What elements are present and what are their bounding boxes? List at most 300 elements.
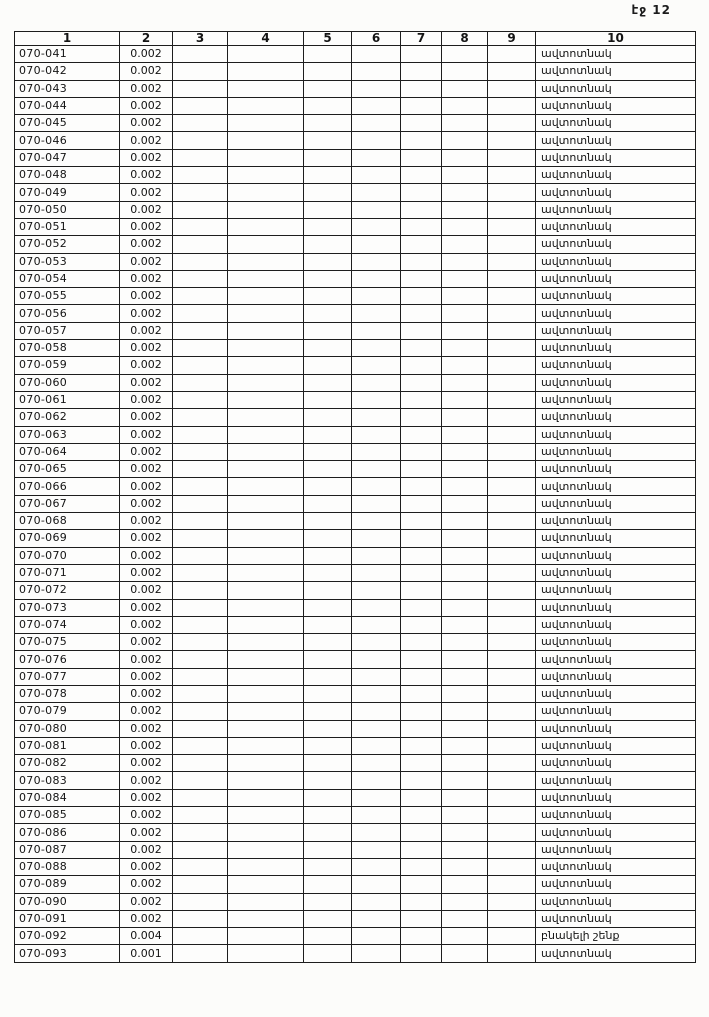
- table-row: [15, 426, 696, 443]
- code-cell: 070-088: [15, 858, 120, 875]
- empty-cell: [228, 547, 304, 564]
- column-header: 7: [401, 32, 442, 46]
- empty-cell: [228, 97, 304, 114]
- empty-cell: [401, 616, 442, 633]
- empty-cell: [488, 685, 536, 702]
- empty-cell: [352, 755, 401, 772]
- type-cell: ավտոտնակ: [536, 807, 696, 824]
- type-cell: ավտոտնակ: [536, 858, 696, 875]
- empty-cell: [228, 63, 304, 80]
- empty-cell: [488, 530, 536, 547]
- type-cell: ավտոտնակ: [536, 288, 696, 305]
- empty-cell: [352, 340, 401, 357]
- empty-cell: [304, 270, 352, 287]
- empty-cell: [304, 945, 352, 962]
- empty-cell: [442, 391, 488, 408]
- empty-cell: [352, 149, 401, 166]
- empty-cell: [352, 841, 401, 858]
- table-body: [15, 46, 696, 963]
- empty-cell: [228, 651, 304, 668]
- empty-cell: [173, 236, 228, 253]
- empty-cell: [401, 755, 442, 772]
- empty-cell: [304, 374, 352, 391]
- empty-cell: [442, 322, 488, 339]
- empty-cell: [304, 634, 352, 651]
- empty-cell: [488, 893, 536, 910]
- empty-cell: [442, 443, 488, 460]
- type-cell: ավտոտնակ: [536, 495, 696, 512]
- empty-cell: [228, 513, 304, 530]
- empty-cell: [173, 772, 228, 789]
- empty-cell: [401, 461, 442, 478]
- table-row: [15, 236, 696, 253]
- empty-cell: [352, 720, 401, 737]
- empty-cell: [173, 634, 228, 651]
- value-cell: 0.002: [120, 737, 173, 754]
- empty-cell: [352, 426, 401, 443]
- empty-cell: [173, 80, 228, 97]
- value-cell: 0.002: [120, 288, 173, 305]
- empty-cell: [442, 824, 488, 841]
- empty-cell: [488, 928, 536, 945]
- empty-cell: [304, 910, 352, 927]
- empty-cell: [173, 253, 228, 270]
- empty-cell: [488, 634, 536, 651]
- empty-cell: [352, 530, 401, 547]
- column-header: 1: [15, 32, 120, 46]
- empty-cell: [401, 357, 442, 374]
- code-cell: 070-076: [15, 651, 120, 668]
- empty-cell: [304, 720, 352, 737]
- code-cell: 070-089: [15, 876, 120, 893]
- code-cell: 070-048: [15, 167, 120, 184]
- type-cell: ավտոտնակ: [536, 824, 696, 841]
- empty-cell: [173, 582, 228, 599]
- empty-cell: [488, 841, 536, 858]
- empty-cell: [401, 858, 442, 875]
- empty-cell: [228, 807, 304, 824]
- empty-cell: [401, 478, 442, 495]
- table-row: [15, 564, 696, 581]
- empty-cell: [401, 824, 442, 841]
- value-cell: 0.002: [120, 634, 173, 651]
- empty-cell: [488, 184, 536, 201]
- page-number: էջ 12: [631, 3, 671, 17]
- empty-cell: [442, 910, 488, 927]
- empty-cell: [173, 841, 228, 858]
- empty-cell: [488, 582, 536, 599]
- table-row: [15, 409, 696, 426]
- empty-cell: [228, 184, 304, 201]
- type-cell: ավտոտնակ: [536, 322, 696, 339]
- type-cell: ավտոտնակ: [536, 616, 696, 633]
- empty-cell: [228, 910, 304, 927]
- empty-cell: [401, 115, 442, 132]
- empty-cell: [304, 236, 352, 253]
- empty-cell: [352, 876, 401, 893]
- type-cell: ավտոտնակ: [536, 547, 696, 564]
- type-cell: ավտոտնակ: [536, 478, 696, 495]
- empty-cell: [442, 132, 488, 149]
- empty-cell: [173, 97, 228, 114]
- column-header: 8: [442, 32, 488, 46]
- empty-cell: [488, 357, 536, 374]
- empty-cell: [488, 807, 536, 824]
- code-cell: 070-066: [15, 478, 120, 495]
- type-cell: ավտոտնակ: [536, 876, 696, 893]
- empty-cell: [488, 167, 536, 184]
- value-cell: 0.002: [120, 357, 173, 374]
- type-cell: ավտոտնակ: [536, 97, 696, 114]
- empty-cell: [442, 149, 488, 166]
- empty-cell: [173, 876, 228, 893]
- column-header: 2: [120, 32, 173, 46]
- type-cell: ավտոտնակ: [536, 564, 696, 581]
- table-row: [15, 685, 696, 702]
- code-cell: 070-064: [15, 443, 120, 460]
- empty-cell: [442, 945, 488, 962]
- empty-cell: [442, 530, 488, 547]
- value-cell: 0.002: [120, 167, 173, 184]
- empty-cell: [173, 426, 228, 443]
- empty-cell: [228, 132, 304, 149]
- empty-cell: [401, 80, 442, 97]
- empty-cell: [228, 616, 304, 633]
- empty-cell: [401, 46, 442, 63]
- table-row: [15, 824, 696, 841]
- empty-cell: [173, 928, 228, 945]
- empty-cell: [304, 149, 352, 166]
- empty-cell: [488, 547, 536, 564]
- empty-cell: [352, 391, 401, 408]
- empty-cell: [304, 443, 352, 460]
- empty-cell: [401, 253, 442, 270]
- empty-cell: [442, 703, 488, 720]
- value-cell: 0.002: [120, 858, 173, 875]
- empty-cell: [488, 115, 536, 132]
- empty-cell: [173, 46, 228, 63]
- empty-cell: [173, 737, 228, 754]
- code-cell: 070-079: [15, 703, 120, 720]
- type-cell: ավտոտնակ: [536, 305, 696, 322]
- empty-cell: [173, 270, 228, 287]
- empty-cell: [401, 443, 442, 460]
- empty-cell: [228, 409, 304, 426]
- empty-cell: [352, 80, 401, 97]
- empty-cell: [352, 858, 401, 875]
- table-row: [15, 547, 696, 564]
- value-cell: 0.002: [120, 685, 173, 702]
- empty-cell: [352, 374, 401, 391]
- value-cell: 0.002: [120, 789, 173, 806]
- value-cell: 0.002: [120, 599, 173, 616]
- empty-cell: [442, 807, 488, 824]
- empty-cell: [442, 184, 488, 201]
- empty-cell: [442, 495, 488, 512]
- empty-cell: [352, 910, 401, 927]
- value-cell: 0.002: [120, 582, 173, 599]
- empty-cell: [228, 443, 304, 460]
- code-cell: 070-054: [15, 270, 120, 287]
- table-row: [15, 616, 696, 633]
- value-cell: 0.002: [120, 755, 173, 772]
- value-cell: 0.002: [120, 841, 173, 858]
- empty-cell: [304, 841, 352, 858]
- empty-cell: [442, 426, 488, 443]
- empty-cell: [442, 340, 488, 357]
- empty-cell: [401, 149, 442, 166]
- code-cell: 070-061: [15, 391, 120, 408]
- empty-cell: [228, 426, 304, 443]
- empty-cell: [228, 582, 304, 599]
- empty-cell: [401, 132, 442, 149]
- empty-cell: [173, 288, 228, 305]
- code-cell: 070-059: [15, 357, 120, 374]
- empty-cell: [352, 63, 401, 80]
- empty-cell: [352, 46, 401, 63]
- table-row: [15, 201, 696, 218]
- empty-cell: [228, 461, 304, 478]
- type-cell: ավտոտնակ: [536, 910, 696, 927]
- empty-cell: [228, 46, 304, 63]
- empty-cell: [173, 495, 228, 512]
- empty-cell: [442, 634, 488, 651]
- code-cell: 070-093: [15, 945, 120, 962]
- code-cell: 070-073: [15, 599, 120, 616]
- empty-cell: [352, 928, 401, 945]
- empty-cell: [442, 305, 488, 322]
- empty-cell: [228, 305, 304, 322]
- code-cell: 070-072: [15, 582, 120, 599]
- empty-cell: [352, 945, 401, 962]
- code-cell: 070-044: [15, 97, 120, 114]
- type-cell: ավտոտնակ: [536, 668, 696, 685]
- empty-cell: [352, 236, 401, 253]
- empty-cell: [173, 789, 228, 806]
- table-row: [15, 582, 696, 599]
- empty-cell: [401, 97, 442, 114]
- value-cell: 0.004: [120, 928, 173, 945]
- empty-cell: [401, 495, 442, 512]
- empty-cell: [173, 184, 228, 201]
- code-cell: 070-067: [15, 495, 120, 512]
- type-cell: ավտոտնակ: [536, 945, 696, 962]
- type-cell: ավտոտնակ: [536, 132, 696, 149]
- table-row: [15, 599, 696, 616]
- empty-cell: [304, 651, 352, 668]
- empty-cell: [173, 807, 228, 824]
- empty-cell: [304, 755, 352, 772]
- empty-cell: [352, 115, 401, 132]
- empty-cell: [173, 945, 228, 962]
- empty-cell: [352, 322, 401, 339]
- empty-cell: [228, 858, 304, 875]
- table-row: [15, 807, 696, 824]
- empty-cell: [442, 513, 488, 530]
- table-row: [15, 651, 696, 668]
- type-cell: ավտոտնակ: [536, 651, 696, 668]
- empty-cell: [442, 772, 488, 789]
- empty-cell: [401, 530, 442, 547]
- code-cell: 070-056: [15, 305, 120, 322]
- empty-cell: [401, 668, 442, 685]
- empty-cell: [173, 218, 228, 235]
- value-cell: 0.002: [120, 426, 173, 443]
- empty-cell: [488, 720, 536, 737]
- empty-cell: [228, 167, 304, 184]
- empty-cell: [228, 737, 304, 754]
- empty-cell: [488, 236, 536, 253]
- table-row: [15, 97, 696, 114]
- empty-cell: [304, 564, 352, 581]
- empty-cell: [401, 409, 442, 426]
- type-cell: ավտոտնակ: [536, 167, 696, 184]
- type-cell: ավտոտնակ: [536, 461, 696, 478]
- empty-cell: [352, 184, 401, 201]
- empty-cell: [228, 772, 304, 789]
- empty-cell: [442, 858, 488, 875]
- empty-cell: [228, 340, 304, 357]
- empty-cell: [228, 218, 304, 235]
- code-cell: 070-049: [15, 184, 120, 201]
- value-cell: 0.002: [120, 115, 173, 132]
- empty-cell: [228, 80, 304, 97]
- empty-cell: [401, 685, 442, 702]
- empty-cell: [352, 167, 401, 184]
- empty-cell: [352, 513, 401, 530]
- value-cell: 0.002: [120, 876, 173, 893]
- empty-cell: [488, 910, 536, 927]
- empty-cell: [401, 340, 442, 357]
- column-header: 9: [488, 32, 536, 46]
- empty-cell: [442, 928, 488, 945]
- table-row: [15, 391, 696, 408]
- code-cell: 070-074: [15, 616, 120, 633]
- empty-cell: [442, 685, 488, 702]
- value-cell: 0.002: [120, 132, 173, 149]
- empty-cell: [173, 720, 228, 737]
- type-cell: ավտոտնակ: [536, 755, 696, 772]
- value-cell: 0.002: [120, 409, 173, 426]
- value-cell: 0.002: [120, 513, 173, 530]
- empty-cell: [352, 582, 401, 599]
- empty-cell: [173, 478, 228, 495]
- empty-cell: [488, 616, 536, 633]
- empty-cell: [401, 807, 442, 824]
- code-cell: 070-081: [15, 737, 120, 754]
- code-cell: 070-086: [15, 824, 120, 841]
- empty-cell: [401, 391, 442, 408]
- empty-cell: [488, 270, 536, 287]
- type-cell: ավտոտնակ: [536, 357, 696, 374]
- code-cell: 070-084: [15, 789, 120, 806]
- code-cell: 070-057: [15, 322, 120, 339]
- empty-cell: [401, 564, 442, 581]
- value-cell: 0.002: [120, 63, 173, 80]
- value-cell: 0.002: [120, 322, 173, 339]
- empty-cell: [304, 789, 352, 806]
- data-table: [14, 31, 696, 963]
- empty-cell: [352, 97, 401, 114]
- empty-cell: [442, 755, 488, 772]
- value-cell: 0.002: [120, 149, 173, 166]
- empty-cell: [488, 288, 536, 305]
- value-cell: 0.002: [120, 97, 173, 114]
- empty-cell: [352, 616, 401, 633]
- value-cell: 0.002: [120, 495, 173, 512]
- empty-cell: [488, 46, 536, 63]
- empty-cell: [352, 495, 401, 512]
- empty-cell: [228, 495, 304, 512]
- empty-cell: [401, 322, 442, 339]
- table-row: [15, 478, 696, 495]
- type-cell: ավտոտնակ: [536, 841, 696, 858]
- empty-cell: [442, 167, 488, 184]
- empty-cell: [488, 478, 536, 495]
- value-cell: 0.002: [120, 253, 173, 270]
- empty-cell: [352, 685, 401, 702]
- column-header: 5: [304, 32, 352, 46]
- value-cell: 0.002: [120, 478, 173, 495]
- empty-cell: [488, 426, 536, 443]
- empty-cell: [352, 478, 401, 495]
- empty-cell: [442, 668, 488, 685]
- column-header: 4: [228, 32, 304, 46]
- value-cell: 0.002: [120, 391, 173, 408]
- value-cell: 0.002: [120, 236, 173, 253]
- empty-cell: [442, 253, 488, 270]
- empty-cell: [442, 582, 488, 599]
- code-cell: 070-050: [15, 201, 120, 218]
- code-cell: 070-053: [15, 253, 120, 270]
- empty-cell: [228, 824, 304, 841]
- table-row: [15, 634, 696, 651]
- empty-cell: [173, 564, 228, 581]
- empty-cell: [352, 807, 401, 824]
- type-cell: ավտոտնակ: [536, 374, 696, 391]
- empty-cell: [352, 218, 401, 235]
- empty-cell: [488, 80, 536, 97]
- empty-cell: [173, 167, 228, 184]
- type-cell: ավտոտնակ: [536, 46, 696, 63]
- empty-cell: [401, 928, 442, 945]
- empty-cell: [173, 63, 228, 80]
- type-cell: ավտոտնակ: [536, 218, 696, 235]
- empty-cell: [173, 755, 228, 772]
- empty-cell: [442, 357, 488, 374]
- empty-cell: [352, 270, 401, 287]
- table-row: [15, 530, 696, 547]
- empty-cell: [173, 409, 228, 426]
- value-cell: 0.002: [120, 807, 173, 824]
- empty-cell: [442, 599, 488, 616]
- empty-cell: [228, 634, 304, 651]
- empty-cell: [304, 322, 352, 339]
- empty-cell: [228, 236, 304, 253]
- code-cell: 070-075: [15, 634, 120, 651]
- type-cell: ավտոտնակ: [536, 115, 696, 132]
- type-cell: ավտոտնակ: [536, 599, 696, 616]
- empty-cell: [173, 599, 228, 616]
- empty-cell: [442, 80, 488, 97]
- value-cell: 0.002: [120, 720, 173, 737]
- empty-cell: [488, 461, 536, 478]
- empty-cell: [401, 841, 442, 858]
- empty-cell: [228, 391, 304, 408]
- empty-cell: [352, 737, 401, 754]
- value-cell: 0.002: [120, 461, 173, 478]
- empty-cell: [228, 685, 304, 702]
